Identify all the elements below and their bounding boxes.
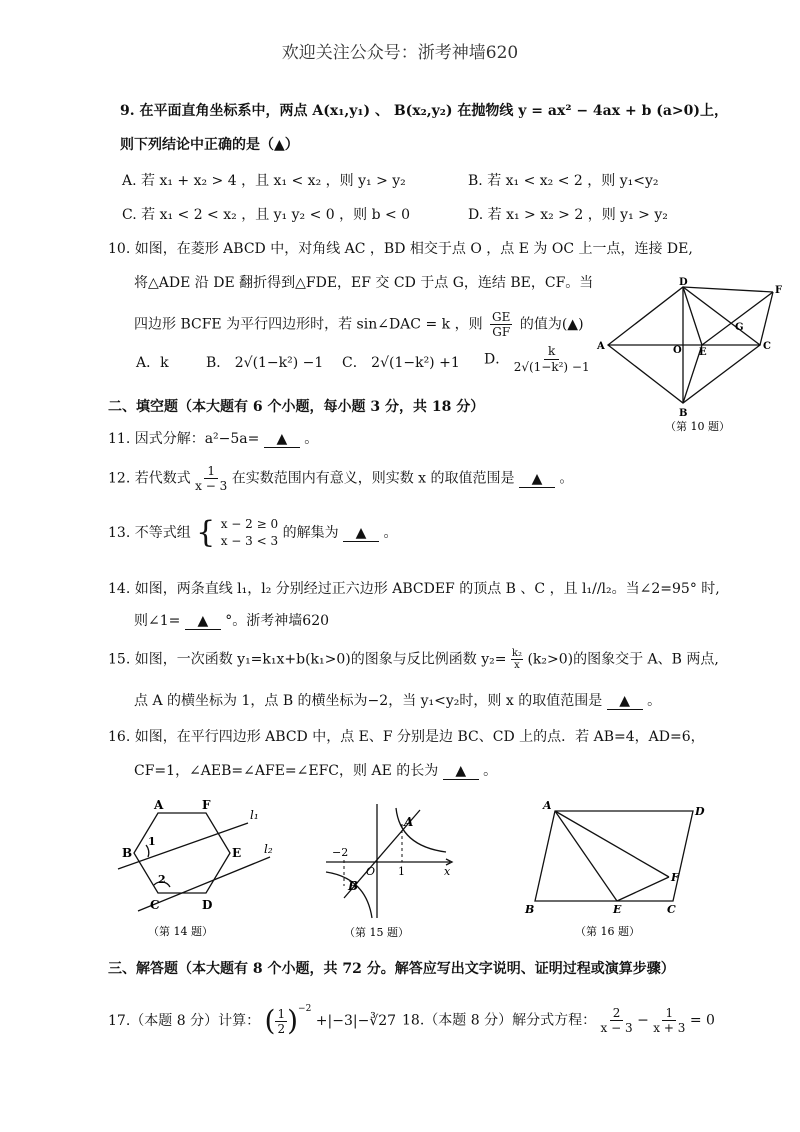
q15-line-1-end: (k₂>0)的图象交于 A、B 两点, xyxy=(527,651,719,668)
q12-fraction-num: 1 xyxy=(204,464,218,479)
q14-line-2-end: °。浙考神墙620 xyxy=(225,613,330,629)
q9-option-d: D. 若 x₁ > x₂ > 2 ，则 y₁ > y₂ xyxy=(468,207,668,223)
q18-fraction-1 xyxy=(601,1006,633,1035)
q16-line-2 xyxy=(134,760,497,780)
q9-option-a: A. 若 x₁ + x₂ > 4 ，且 x₁ < x₂ ，则 y₁ > y₂ xyxy=(122,173,406,189)
q17-paren-open: ( xyxy=(264,1004,276,1037)
q10-fraction xyxy=(490,310,512,339)
fig14-caption: （第 14 题） xyxy=(148,925,213,938)
q10-line-3-text: 四边形 BCFE 为平行四边形时，若 sin∠DAC = k ，则 xyxy=(134,316,483,333)
q16-end: 。 xyxy=(483,763,498,779)
fig10-label-a: A xyxy=(597,341,605,352)
fig14-label-b: B xyxy=(122,846,133,860)
q12-pre: 12. 若代数式 xyxy=(108,470,191,487)
q17-paren-close: ) xyxy=(287,1004,299,1037)
q13-post: 的解集为 xyxy=(282,525,339,541)
q15-k2-fraction xyxy=(511,648,523,671)
fig16-label-a: A xyxy=(543,799,552,812)
q9-option-b: B. 若 x₁ < x₂ < 2 ，则 y₁<y₂ xyxy=(468,173,659,189)
q10-line-2: 将△ADE 沿 DE 翻折得到△FDE，EF 交 CD 于点 G，连结 BE，CF。当 xyxy=(134,275,594,291)
q17-half-den: 2 xyxy=(277,1021,286,1036)
q12-post: 在实数范围内有意义，则实数 x 的取值范围是 xyxy=(231,470,515,487)
fig14-label-l1: l₁ xyxy=(250,808,259,822)
q13-end: 。 xyxy=(383,525,398,541)
q14-line-2 xyxy=(134,610,329,630)
q12-end: 。 xyxy=(559,470,574,487)
fig14-label-d: D xyxy=(202,898,213,912)
page-header: 欢迎关注公众号：浙考神墙620 xyxy=(281,43,519,63)
fig14-label-f: F xyxy=(202,798,211,812)
q10-option-a: A．k xyxy=(136,355,169,371)
q10-option-d-prefix: D． xyxy=(484,351,510,368)
figure-15 xyxy=(322,800,462,945)
fig10-label-d: D xyxy=(679,277,688,288)
q18-fraction-2-num: 1 xyxy=(662,1006,676,1021)
q15-end: 。 xyxy=(647,693,662,709)
q12-answer-blank[interactable]: ▲ xyxy=(519,471,555,488)
q11 xyxy=(108,428,318,448)
q10-option-c: C． 2√(1−k²) +1 xyxy=(342,355,460,371)
q13-system-line-2: x − 3 < 3 xyxy=(220,534,279,548)
fig14-label-a: A xyxy=(154,798,164,812)
fig10-label-e: E xyxy=(699,347,707,358)
q12-fraction-den: x − 3 xyxy=(195,479,228,493)
q11-answer-blank[interactable]: ▲ xyxy=(264,431,300,448)
q16-line-1: 16. 如图，在平行四边形 ABCD 中，点 E、F 分别是边 BC、CD 上的点．若 AB=4，AD=6， xyxy=(108,729,705,745)
fig15-label-o: O xyxy=(366,865,376,878)
fig15-label-x: x xyxy=(444,865,451,878)
q9-stem-2: 则下列结论中正确的是（▲） xyxy=(120,137,299,153)
fig10-label-f: F xyxy=(775,285,783,296)
q12-fraction xyxy=(195,464,227,493)
q13-system xyxy=(221,516,278,550)
q12 xyxy=(108,464,573,493)
q10-line-1: 10. 如图，在菱形 ABCD 中，对角线 AC ，BD 相交于点 O ，点 E 为 OC 上一点，连接 DE, xyxy=(108,241,693,257)
q18-equals-zero: = 0 xyxy=(689,1012,715,1029)
q16-line-2-text: CF=1，∠AEB=∠AFE=∠EFC，则 AE 的长为 xyxy=(134,763,439,779)
q13-system-line-1: x − 2 ≥ 0 xyxy=(220,517,279,531)
fig16-label-b: B xyxy=(525,903,535,916)
fig15-label-a: A xyxy=(404,815,414,829)
q10-option-b: B． 2√(1−k²) −1 xyxy=(206,355,324,371)
fig16-caption: （第 16 题） xyxy=(575,925,640,938)
fig10-label-b: B xyxy=(679,408,688,419)
fig14-angle-1: 1 xyxy=(148,835,156,848)
fig15-label-1: 1 xyxy=(398,865,405,878)
q15-k2-den: x xyxy=(514,660,520,671)
q14-line-2-text: 则∠1= xyxy=(134,613,181,629)
q10-line-3 xyxy=(134,310,584,339)
fig15-caption: （第 15 题） xyxy=(344,926,409,939)
fig16-label-e: E xyxy=(613,903,622,916)
fig14-label-c: C xyxy=(150,898,160,912)
q14-line-1: 14. 如图，两条直线 l₁，l₂ 分别经过正六边形 ABCDEF 的顶点 B 、C ，且 l₁//l₂。当∠2=95° 时, xyxy=(108,581,720,597)
fig15-label-minus2: −2 xyxy=(332,846,349,859)
q18-fraction-2-den: x + 3 xyxy=(653,1021,686,1035)
figure-16 xyxy=(515,795,715,945)
q17-half-fraction xyxy=(275,1007,287,1036)
section-2-heading: 二、填空题（本大题有 6 个小题，每小题 3 分，共 18 分） xyxy=(108,399,485,415)
q13-pre: 13. 不等式组 xyxy=(108,525,191,541)
q10-option-d-den: 2√(1−k²) −1 xyxy=(513,360,590,374)
q15-k2-num: k₂ xyxy=(511,648,522,659)
q11-end: 。 xyxy=(304,431,319,447)
fig10-label-c: C xyxy=(763,341,771,352)
figure-10 xyxy=(595,275,795,435)
q10-line-3-end: 的值为(▲) xyxy=(519,316,584,333)
fig10-label-o: O xyxy=(673,345,682,356)
fig15-label-b: B xyxy=(348,879,359,893)
q18-minus: − xyxy=(637,1012,649,1029)
fig16-label-f: F xyxy=(671,871,679,884)
q15-answer-blank[interactable]: ▲ xyxy=(607,693,643,710)
q10-fraction-num: GE xyxy=(492,310,511,324)
q17-exponent: −2 xyxy=(298,1004,312,1014)
q17-half-num: 1 xyxy=(277,1006,286,1021)
fig14-label-e: E xyxy=(232,846,242,860)
q17-pre: 17.（本题 8 分）计算： xyxy=(108,1013,261,1029)
q11-text: 11. 因式分解：a²−5a= xyxy=(108,431,260,447)
fig16-label-c: C xyxy=(667,903,676,916)
q16-answer-blank[interactable]: ▲ xyxy=(443,763,479,780)
q18-fraction-1-den: x − 3 xyxy=(600,1021,633,1035)
q9-option-c: C. 若 x₁ < 2 < x₂ ，且 y₁ y₂ < 0 ，则 b < 0 xyxy=(122,207,411,223)
q17 xyxy=(108,1004,396,1036)
q18-fraction-2 xyxy=(653,1006,685,1035)
q15-line-2-text: 点 A 的横坐标为 1，点 B 的横坐标为−2，当 y₁<y₂时，则 x 的取值范围是 xyxy=(134,693,603,709)
q15-line-1 xyxy=(108,648,719,671)
q13-brace: { xyxy=(196,515,216,550)
fig10-caption: （第 10 题） xyxy=(665,420,730,433)
q15-line-2 xyxy=(134,690,661,710)
q10-option-d xyxy=(484,344,590,375)
q10-option-d-num: k xyxy=(544,344,559,360)
fig14-label-l2: l₂ xyxy=(264,842,273,856)
fig16-label-d: D xyxy=(695,805,705,818)
q10-option-d-fraction xyxy=(514,344,590,375)
q10-fraction-den: GF xyxy=(492,325,511,339)
q13 xyxy=(108,516,397,550)
q15-line-1-text: 15. 如图，一次函数 y₁=k₁x+b(k₁>0)的图象与反比例函数 y₂= xyxy=(108,651,507,668)
fig14-angle-2: 2 xyxy=(158,873,166,886)
q9-stem: 9. 在平面直角坐标系中，两点 A(x₁,y₁) 、 B(x₂,y₂) 在抛物线 y = ax² − 4ax + b (a>0)上， xyxy=(120,103,729,119)
q17-post: +|−3|−∛27 xyxy=(315,1013,397,1029)
fig10-label-g: G xyxy=(735,322,744,333)
section-3-heading: 三、解答题（本大题有 8 个小题，共 72 分。解答应写出文字说明、证明过程或演算步骤） xyxy=(108,961,675,977)
q18-fraction-1-num: 2 xyxy=(610,1006,624,1021)
q18 xyxy=(402,1006,715,1035)
q14-answer-blank[interactable]: ▲ xyxy=(185,613,221,630)
q13-answer-blank[interactable]: ▲ xyxy=(343,525,379,542)
figure-14 xyxy=(110,795,290,945)
q18-pre: 18.（本题 8 分）解分式方程： xyxy=(402,1012,597,1029)
